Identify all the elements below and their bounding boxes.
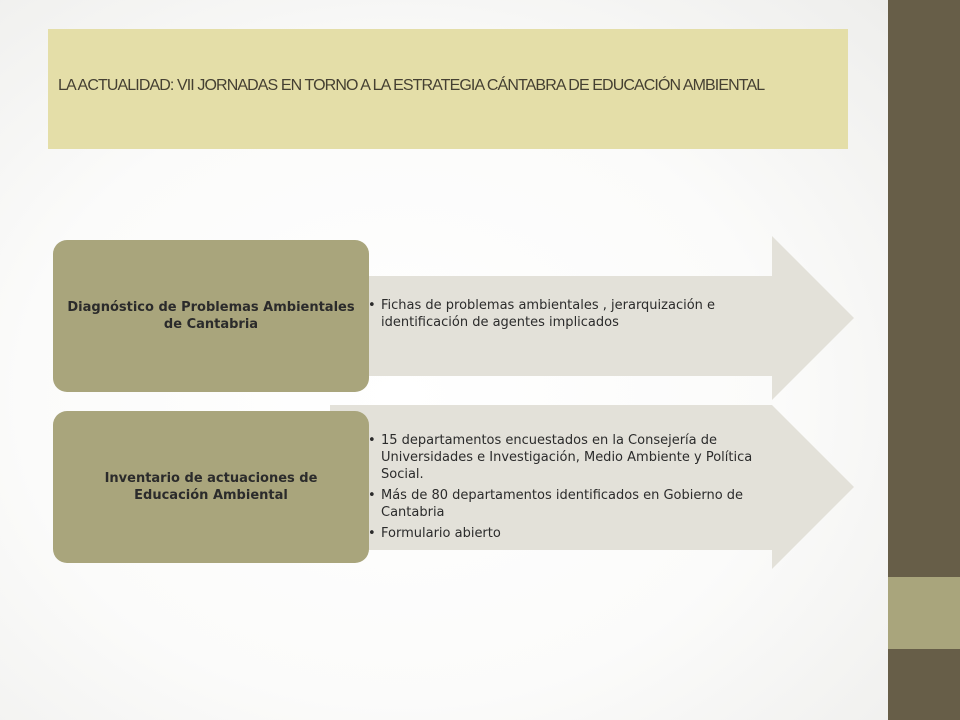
bullet-dot: •	[368, 298, 376, 313]
bullet-dot: •	[368, 488, 376, 503]
bullet-dot: •	[368, 526, 376, 541]
label-inventario: Inventario de actuaciones de Educación Ambiental	[104, 471, 318, 503]
side-band-accent	[888, 577, 960, 649]
title-banner	[48, 29, 848, 149]
list-item	[366, 432, 796, 483]
bullet-text: Formulario abierto	[381, 526, 501, 541]
bullet-text: Fichas de problemas ambientales , jerarquización e identificación de agentes implicados	[381, 298, 716, 330]
list-item	[366, 487, 796, 521]
label-box-diagnostico	[53, 240, 369, 392]
bullet-list-1	[366, 297, 796, 335]
list-item	[366, 297, 796, 331]
bullet-dot: •	[368, 433, 376, 448]
bullet-text: 15 departamentos encuestados en la Consejería de Universidades e Investigación, Medio Ambiente y Política Social.	[381, 433, 753, 482]
bullet-text: Más de 80 departamentos identificados en Gobierno de Cantabria	[381, 488, 744, 520]
label-box-inventario	[53, 411, 369, 563]
slide-title: LA ACTUALIDAD: VII JORNADAS EN TORNO A LA ESTRATEGIA CÁNTABRA DE EDUCACIÓN AMBIENTAL	[58, 77, 765, 94]
list-item	[366, 525, 796, 542]
bullet-list-2	[366, 432, 796, 546]
label-diagnostico: Diagnóstico de Problemas Ambientales de Cantabria	[67, 300, 355, 332]
